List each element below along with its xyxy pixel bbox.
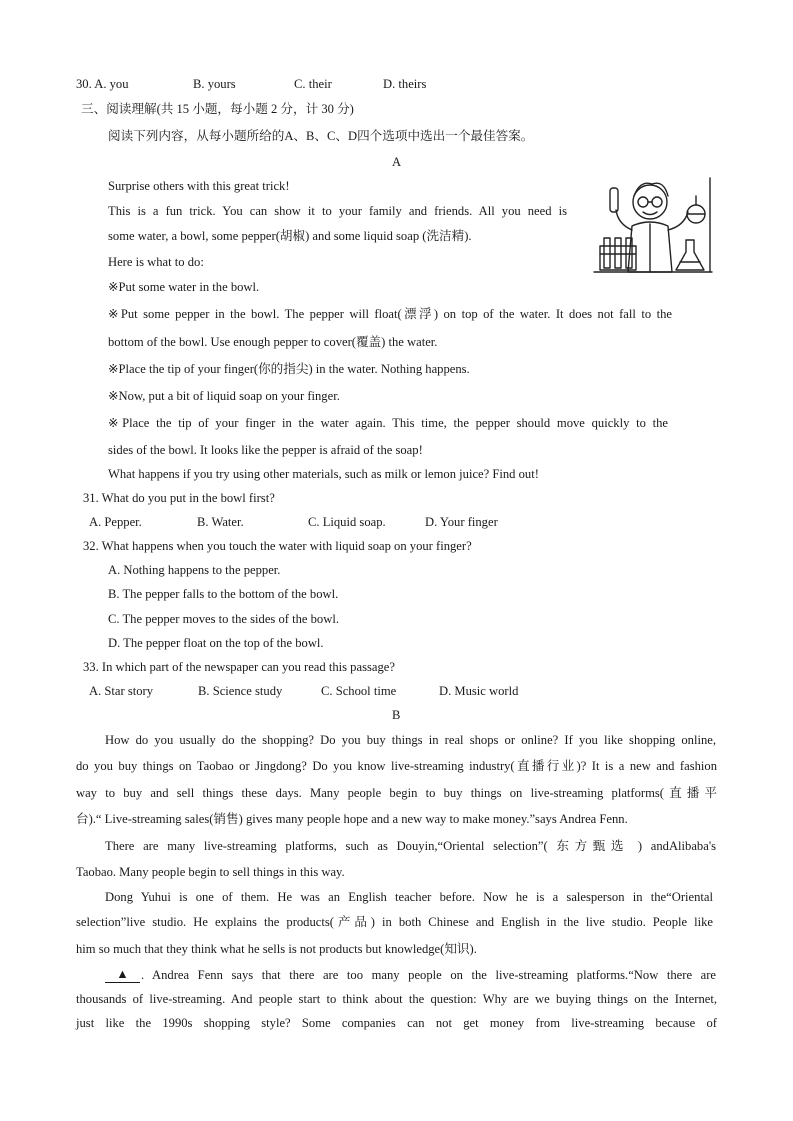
passage-a-line: bottom of the bowl. Use enough pepper to cover(覆盖) the water. [108,335,438,349]
passage-b-line: Dong Yuhui is one of them. He was an English teacher before. Now he is a salesperson in the“Oriental [105,890,713,904]
passage-b-line: Taobao. Many people begin to sell things in this way. [76,865,345,879]
q30-number: 30. [76,77,92,91]
q30-option-d: D. theirs [383,77,427,91]
passage-b-line: thousands of live-streaming. And people start to think about the question: Why are we buying things on the Internet, [76,992,717,1006]
q33-option-d: D. Music world [439,684,519,698]
passage-a-line: Surprise others with this great trick! [108,179,290,193]
q32-stem: 32. What happens when you touch the water with liquid soap on your finger? [83,539,472,553]
passage-a-label: A [392,155,402,169]
q30-option-c: C. their [294,77,332,91]
q33-option-b: B. Science study [198,684,283,698]
passage-a-line: What happens if you try using other materials, such as milk or lemon juice? Find out! [108,467,539,481]
conical-flask [676,240,704,270]
passage-b-line: There are many live-streaming platforms, such as Douyin,“Oriental selection”( 东方甄选 ) andAlibaba's [105,839,716,853]
scientist-smile [643,212,657,215]
passage-a-line: ※Put some water in the bowl. [108,280,260,294]
q31-stem: 31. What do you put in the bowl first? [83,491,275,505]
left-arm [616,210,632,230]
section-instruction: 阅读下列内容，从每小题所给的A、B、C、D四个选项中选出一个最佳答案。 [108,129,534,143]
q33-option-c: C. School time [321,684,397,698]
glasses-right [652,197,662,207]
passage-b-line: do you buy things on Taobao or Jingdong? Do you know live-streaming industry(直播行业)? It is a new and fashion [76,759,717,773]
q30-option-a: A. you [94,77,129,91]
passage-a-line: some water, a bowl, some pepper(胡椒) and some liquid soap (洗洁精). [108,229,472,243]
passage-b-line: How do you usually do the shopping? Do you buy things in real shops or online? If you like shopping online, [105,733,716,747]
q31-option-d: D. Your finger [425,515,498,529]
q32-option-d: D. The pepper float on the top of the bowl. [108,636,324,650]
passage-a-line: sides of the bowl. It looks like the pepper is afraid of the soap! [108,443,423,457]
passage-b-line: just like the 1990s shopping style? Some companies can not get money from live-streaming because of [76,1016,717,1030]
passage-b-line: selection”live studio. He explains the products(产品) in both Chinese and English in the live studio. People like [76,915,713,929]
q32-option-c: C. The pepper moves to the sides of the bowl. [108,612,339,626]
q33-option-a: A. Star story [89,684,154,698]
q33-stem: 33. In which part of the newspaper can you read this passage? [83,660,395,674]
scientist-illustration [592,174,714,280]
q32-option-a: A. Nothing happens to the pepper. [108,563,281,577]
q30-option-b: B. yours [193,77,236,91]
test-tube [610,188,618,212]
glasses-left [638,197,648,207]
passage-b-line: him so much that they think what he sells is not products but knowledge(知识). [76,942,477,956]
q31-option-a: A. Pepper. [89,515,142,529]
passage-a-line: ※Now, put a bit of liquid soap on your finger. [108,389,340,403]
passage-a-line: This is a fun trick. You can show it to your family and friends. All you need is [108,204,567,218]
passage-a-line: ※Place the tip of your finger in the water again. This time, the pepper should move quickly to the [108,416,668,430]
q30-number-and-option-a [76,76,129,92]
passage-a-line: Here is what to do: [108,255,204,269]
passage-b-line: way to buy and sell things these days. Many people begin to buy things on live-streaming platforms(直播平 [76,786,717,800]
answer-blank: ▲ [105,967,140,983]
section-title: 三、阅读理解(共 15 小题，每小题 2 分，计 30 分) [81,102,354,116]
q31-option-b: B. Water. [197,515,244,529]
passage-a-line: ※Put some pepper in the bowl. The pepper will float(漂浮) on top of the water. It does not fall to the [108,307,672,321]
passage-b-line: . Andrea Fenn says that there are too many people on the live-streaming platforms.“Now there are [141,968,716,982]
passage-b-label: B [392,708,401,722]
q31-option-c: C. Liquid soap. [308,515,386,529]
passage-a-line: ※Place the tip of your finger(你的指尖) in the water. Nothing happens. [108,362,470,376]
passage-b-line: 台).“ Live-streaming sales(销售) gives many people hope and a new way to make money.”says Andrea Fenn. [76,812,628,826]
q32-option-b: B. The pepper falls to the bottom of the bowl. [108,587,339,601]
right-arm [668,212,688,230]
